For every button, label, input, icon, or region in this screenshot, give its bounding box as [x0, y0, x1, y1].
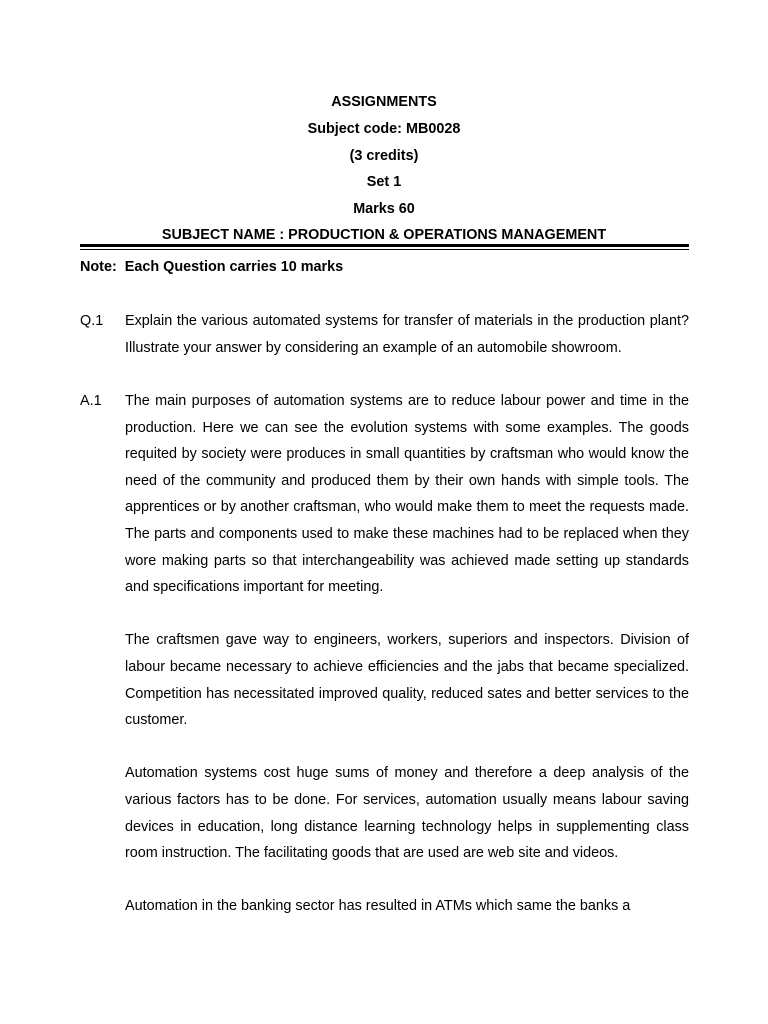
total-marks: Marks 60: [353, 201, 415, 217]
question-paragraph: Explain the various automated systems for transfer of materials in the production plant? Illustrate your answer by considering an example of an automobile showroom.: [125, 313, 689, 356]
answer-paragraph-4: Automation in the banking sector has resulted in ATMs which same the banks a: [125, 898, 631, 915]
question-label: Q.1: [80, 313, 104, 329]
question-text: [125, 308, 689, 361]
subject-name: SUBJECT NAME : PRODUCTION & OPERATIONS MANAGEMENT: [161, 227, 607, 243]
document-title: ASSIGNMENTS: [331, 94, 437, 110]
answer-paragraph-3: Automation systems cost huge sums of money and therefore a deep analysis of the various factors has to be done. For services, automation usually means labour saving devices in education, long distance learning technology helps in supplementing class room instruction. The facilitating goods that are used are web site and videos.: [125, 765, 689, 862]
set-number: Set 1: [366, 174, 402, 190]
answer-text: [125, 388, 689, 920]
answer-label: A.1: [80, 393, 102, 409]
header-divider-thin: [80, 249, 689, 250]
answer-paragraph-2: The craftsmen gave way to engineers, workers, superiors and inspectors. Division of labour became necessary to achieve efficiencies and the jabs that became specialized. Competition has necessitated improved quality, reduced sates and better services to the customer.: [125, 632, 689, 729]
marks-note: Note: Each Question carries 10 marks: [80, 259, 344, 275]
answer-paragraph-1: The main purposes of automation systems are to reduce labour power and time in the production. Here we can see the evolution systems with some examples. The goods requited by society were produces in small quantities by craftsman who would know the need of the community and produced them by their own hands with simple tools. The apprentices or by another craftsman, who would make them to meet the requests made. The parts and components used to make these machines had to be replaced when they wore making parts so that interchangeability was achieved made setting up standards and specifications important for meeting.: [125, 393, 689, 596]
subject-code: Subject code: MB0028: [307, 121, 461, 137]
credits: (3 credits): [349, 148, 419, 164]
header-divider-thick: [80, 244, 689, 247]
